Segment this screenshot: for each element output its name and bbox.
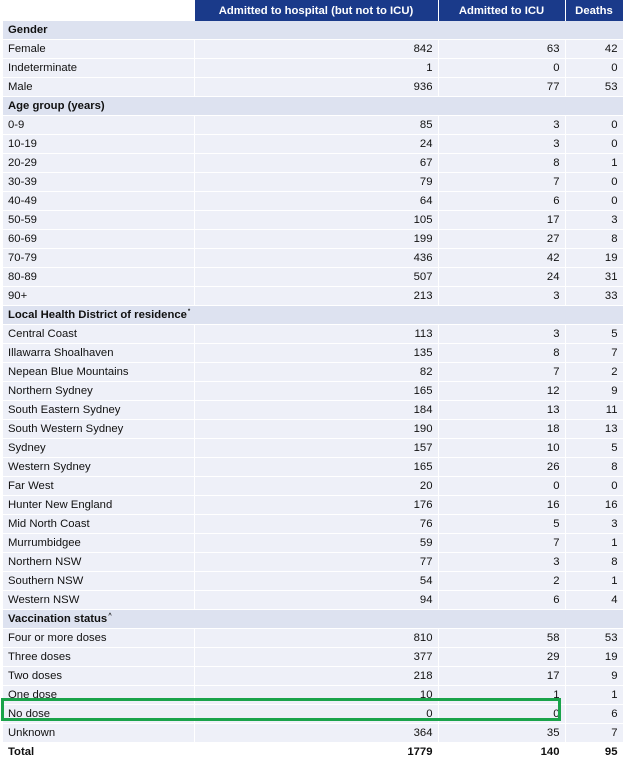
header-blank — [3, 0, 194, 21]
table-row — [3, 515, 623, 534]
section-title — [3, 97, 623, 116]
icu-value: 5 — [438, 515, 565, 534]
row-label: Western Sydney — [3, 458, 194, 477]
row-label: 70-79 — [3, 249, 194, 268]
hospital-value: 77 — [194, 553, 438, 572]
icu-value: 77 — [438, 78, 565, 97]
deaths-value: 8 — [565, 553, 623, 572]
icu-value: 3 — [438, 553, 565, 572]
header-row — [3, 0, 623, 21]
deaths-value: 9 — [565, 382, 623, 401]
icu-value: 0 — [438, 477, 565, 496]
deaths-value: 42 — [565, 40, 623, 59]
deaths-value: 4 — [565, 591, 623, 610]
hospital-value: 218 — [194, 667, 438, 686]
table-row — [3, 629, 623, 648]
row-label: 60-69 — [3, 230, 194, 249]
row-label: Three doses — [3, 648, 194, 667]
icu-value: 3 — [438, 135, 565, 154]
icu-value: 27 — [438, 230, 565, 249]
icu-value: 0 — [438, 59, 565, 78]
row-label: Northern Sydney — [3, 382, 194, 401]
row-label: Mid North Coast — [3, 515, 194, 534]
section-title — [3, 610, 623, 629]
deaths-value: 0 — [565, 59, 623, 78]
deaths-value: 53 — [565, 629, 623, 648]
hospital-value: 20 — [194, 477, 438, 496]
table-row — [3, 382, 623, 401]
section-title-text: Local Health District of residence — [8, 309, 187, 321]
header-icu: Admitted to ICU — [438, 0, 565, 21]
table-row — [3, 78, 623, 97]
hospital-value: 105 — [194, 211, 438, 230]
hospital-value: 1 — [194, 59, 438, 78]
table-row — [3, 59, 623, 78]
deaths-value: 0 — [565, 135, 623, 154]
icu-value: 2 — [438, 572, 565, 591]
row-label: 30-39 — [3, 173, 194, 192]
hospital-value: 157 — [194, 439, 438, 458]
row-label: Illawarra Shoalhaven — [3, 344, 194, 363]
header-hospital: Admitted to hospital (but not to ICU) — [194, 0, 438, 21]
deaths-value: 11 — [565, 401, 623, 420]
section-footnote-marker: * — [187, 309, 191, 316]
hospital-value: 507 — [194, 268, 438, 287]
icu-value: 6 — [438, 591, 565, 610]
table-row — [3, 401, 623, 420]
deaths-value: 1 — [565, 572, 623, 591]
hospital-value: 85 — [194, 116, 438, 135]
hospital-value: 24 — [194, 135, 438, 154]
table-row — [3, 211, 623, 230]
section-header-row — [3, 306, 623, 325]
deaths-value: 3 — [565, 515, 623, 534]
hospital-value: 364 — [194, 724, 438, 743]
icu-value: 63 — [438, 40, 565, 59]
table-row — [3, 648, 623, 667]
deaths-value: 2 — [565, 363, 623, 382]
icu-value: 8 — [438, 154, 565, 173]
table-row — [3, 686, 623, 705]
total-label: Total — [3, 743, 194, 762]
table-row — [3, 40, 623, 59]
row-label: South Eastern Sydney — [3, 401, 194, 420]
deaths-value: 0 — [565, 116, 623, 135]
icu-value: 35 — [438, 724, 565, 743]
icu-value: 6 — [438, 192, 565, 211]
icu-value: 3 — [438, 116, 565, 135]
table-row — [3, 553, 623, 572]
section-title-text: Vaccination status — [8, 613, 108, 625]
hospital-value: 213 — [194, 287, 438, 306]
table-row — [3, 192, 623, 211]
row-label: One dose — [3, 686, 194, 705]
section-header-row — [3, 610, 623, 629]
row-label: 50-59 — [3, 211, 194, 230]
deaths-value: 0 — [565, 173, 623, 192]
row-label: Nepean Blue Mountains — [3, 363, 194, 382]
hospital-value: 64 — [194, 192, 438, 211]
deaths-value: 0 — [565, 477, 623, 496]
table-row — [3, 439, 623, 458]
table-row — [3, 154, 623, 173]
icu-value: 7 — [438, 534, 565, 553]
icu-value: 13 — [438, 401, 565, 420]
hospital-value: 67 — [194, 154, 438, 173]
table-row — [3, 173, 623, 192]
hospital-value: 936 — [194, 78, 438, 97]
icu-value: 12 — [438, 382, 565, 401]
deaths-value: 7 — [565, 724, 623, 743]
table-row — [3, 287, 623, 306]
row-label: Male — [3, 78, 194, 97]
row-label: Northern NSW — [3, 553, 194, 572]
deaths-value: 5 — [565, 325, 623, 344]
hospital-value: 165 — [194, 458, 438, 477]
hospital-value: 377 — [194, 648, 438, 667]
table-row — [3, 591, 623, 610]
section-title-text: Gender — [8, 24, 48, 36]
hospital-value: 190 — [194, 420, 438, 439]
row-label: 80-89 — [3, 268, 194, 287]
icu-value: 3 — [438, 325, 565, 344]
hospital-value: 184 — [194, 401, 438, 420]
deaths-value: 3 — [565, 211, 623, 230]
table-row — [3, 534, 623, 553]
row-label: Four or more doses — [3, 629, 194, 648]
row-label: 90+ — [3, 287, 194, 306]
total-hospital: 1779 — [194, 743, 438, 762]
table-row — [3, 325, 623, 344]
hospital-value: 59 — [194, 534, 438, 553]
deaths-value: 31 — [565, 268, 623, 287]
hospital-value: 113 — [194, 325, 438, 344]
hospital-value: 436 — [194, 249, 438, 268]
deaths-value: 9 — [565, 667, 623, 686]
table-row — [3, 496, 623, 515]
deaths-value: 1 — [565, 686, 623, 705]
icu-value: 58 — [438, 629, 565, 648]
icu-value: 3 — [438, 287, 565, 306]
section-header-row — [3, 21, 623, 40]
hospital-value: 0 — [194, 705, 438, 724]
icu-value: 29 — [438, 648, 565, 667]
row-label: Murrumbidgee — [3, 534, 194, 553]
hospital-value: 82 — [194, 363, 438, 382]
icu-value: 17 — [438, 667, 565, 686]
row-label: 20-29 — [3, 154, 194, 173]
row-label: South Western Sydney — [3, 420, 194, 439]
hospital-value: 810 — [194, 629, 438, 648]
table-row — [3, 667, 623, 686]
icu-value: 10 — [438, 439, 565, 458]
deaths-value: 8 — [565, 458, 623, 477]
deaths-value: 8 — [565, 230, 623, 249]
section-footnote-marker: ^ — [108, 613, 112, 620]
row-label: Central Coast — [3, 325, 194, 344]
row-label: Unknown — [3, 724, 194, 743]
hospital-value: 176 — [194, 496, 438, 515]
total-deaths: 95 — [565, 743, 623, 762]
icu-value: 42 — [438, 249, 565, 268]
icu-value: 26 — [438, 458, 565, 477]
hospital-value: 10 — [194, 686, 438, 705]
row-label: 40-49 — [3, 192, 194, 211]
row-label: Western NSW — [3, 591, 194, 610]
table-row — [3, 135, 623, 154]
deaths-value: 13 — [565, 420, 623, 439]
deaths-value: 33 — [565, 287, 623, 306]
table-row — [3, 116, 623, 135]
row-label: No dose — [3, 705, 194, 724]
hospital-value: 842 — [194, 40, 438, 59]
deaths-value: 5 — [565, 439, 623, 458]
row-label: 0-9 — [3, 116, 194, 135]
table-row — [3, 458, 623, 477]
header-deaths: Deaths — [565, 0, 623, 21]
table-row — [3, 420, 623, 439]
hospital-value: 79 — [194, 173, 438, 192]
row-label: Indeterminate — [3, 59, 194, 78]
hospitalisation-table — [3, 0, 623, 762]
icu-value: 1 — [438, 686, 565, 705]
section-title-text: Age group (years) — [8, 100, 105, 112]
hospital-value: 54 — [194, 572, 438, 591]
table-row — [3, 572, 623, 591]
icu-value: 24 — [438, 268, 565, 287]
hospital-value: 199 — [194, 230, 438, 249]
icu-value: 7 — [438, 363, 565, 382]
row-label: Female — [3, 40, 194, 59]
row-label: Southern NSW — [3, 572, 194, 591]
deaths-value: 7 — [565, 344, 623, 363]
row-label: Far West — [3, 477, 194, 496]
section-header-row — [3, 97, 623, 116]
table-body — [3, 21, 623, 762]
hospital-value: 165 — [194, 382, 438, 401]
row-label: Hunter New England — [3, 496, 194, 515]
deaths-value: 16 — [565, 496, 623, 515]
deaths-value: 6 — [565, 705, 623, 724]
row-label: Sydney — [3, 439, 194, 458]
row-label: 10-19 — [3, 135, 194, 154]
row-label: Two doses — [3, 667, 194, 686]
total-icu: 140 — [438, 743, 565, 762]
icu-value: 18 — [438, 420, 565, 439]
deaths-value: 1 — [565, 154, 623, 173]
icu-value: 17 — [438, 211, 565, 230]
icu-value: 16 — [438, 496, 565, 515]
table-row — [3, 344, 623, 363]
icu-value: 8 — [438, 344, 565, 363]
icu-value: 7 — [438, 173, 565, 192]
table-row — [3, 477, 623, 496]
icu-value: 0 — [438, 705, 565, 724]
hospital-value: 135 — [194, 344, 438, 363]
deaths-value: 0 — [565, 192, 623, 211]
table-row — [3, 249, 623, 268]
deaths-value: 19 — [565, 648, 623, 667]
deaths-value: 19 — [565, 249, 623, 268]
deaths-value: 53 — [565, 78, 623, 97]
hospital-value: 94 — [194, 591, 438, 610]
table-row — [3, 230, 623, 249]
section-title — [3, 21, 623, 40]
table-row — [3, 363, 623, 382]
table-row — [3, 705, 623, 724]
table-row — [3, 268, 623, 287]
deaths-value: 1 — [565, 534, 623, 553]
section-title — [3, 306, 623, 325]
table-row — [3, 724, 623, 743]
hospital-value: 76 — [194, 515, 438, 534]
